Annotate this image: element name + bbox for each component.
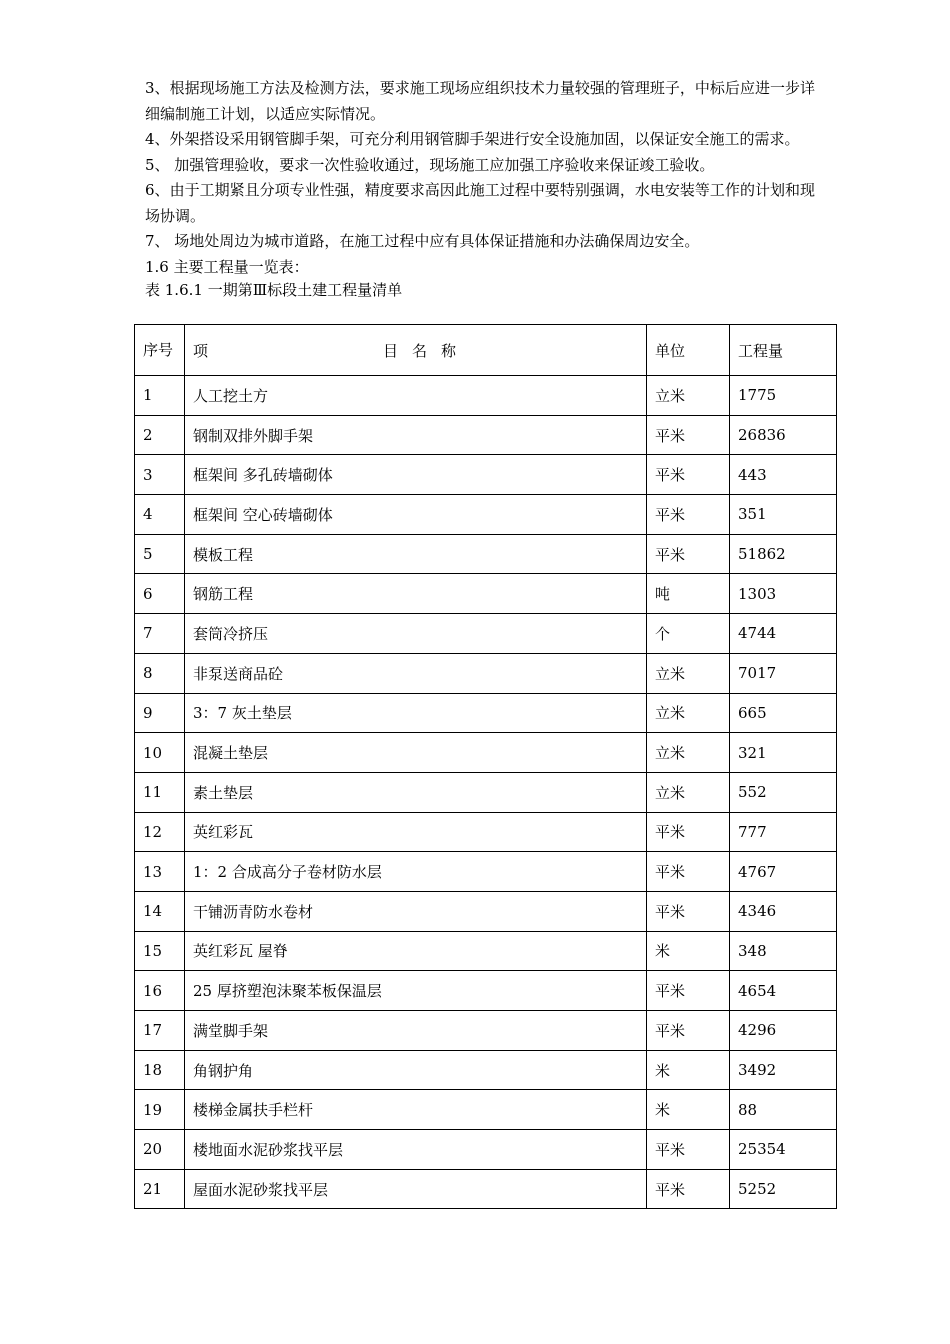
table-row	[135, 772, 837, 812]
table-row	[135, 812, 837, 852]
cell-unit: 米	[647, 1050, 730, 1090]
cell-unit: 立米	[647, 376, 730, 416]
cell-seq: 11	[135, 772, 185, 812]
cell-quantity: 4296	[730, 1011, 837, 1051]
header-seq: 序号	[135, 325, 185, 376]
cell-seq: 12	[135, 812, 185, 852]
table-row	[135, 852, 837, 892]
table-row	[135, 733, 837, 773]
cell-unit: 立米	[647, 693, 730, 733]
header-name-part2: 目名称	[383, 341, 471, 360]
table-header-row	[135, 325, 837, 376]
cell-quantity: 4744	[730, 614, 837, 654]
cell-item-name: 框架间 多孔砖墙砌体	[185, 455, 647, 495]
cell-item-name: 混凝土垫层	[185, 733, 647, 773]
table-row	[135, 971, 837, 1011]
quantity-table	[134, 324, 837, 1209]
cell-item-name: 角钢护角	[185, 1050, 647, 1090]
table-row	[135, 693, 837, 733]
cell-item-name: 素土垫层	[185, 772, 647, 812]
cell-unit: 平米	[647, 1130, 730, 1170]
cell-item-name: 3：7 灰土垫层	[185, 693, 647, 733]
cell-unit: 个	[647, 614, 730, 654]
cell-item-name: 钢筋工程	[185, 574, 647, 614]
table-row	[135, 415, 837, 455]
cell-quantity: 552	[730, 772, 837, 812]
table-row	[135, 891, 837, 931]
cell-quantity: 3492	[730, 1050, 837, 1090]
cell-item-name: 满堂脚手架	[185, 1011, 647, 1051]
cell-seq: 19	[135, 1090, 185, 1130]
cell-item-name: 钢制双排外脚手架	[185, 415, 647, 455]
table-row	[135, 376, 837, 416]
table-row	[135, 1011, 837, 1051]
cell-seq: 21	[135, 1169, 185, 1209]
cell-quantity: 4346	[730, 891, 837, 931]
cell-quantity: 88	[730, 1090, 837, 1130]
cell-seq: 17	[135, 1011, 185, 1051]
cell-seq: 14	[135, 891, 185, 931]
cell-seq: 15	[135, 931, 185, 971]
cell-item-name: 框架间 空心砖墙砌体	[185, 495, 647, 535]
header-name-part1: 项	[193, 341, 209, 360]
paragraph-3: 3、根据现场施工方法及检测方法，要求施工现场应组织技术力量较强的管理班子，中标后应进一步详细编制施工计划，以适应实际情况。	[145, 79, 815, 123]
cell-item-name: 1：2 合成高分子卷材防水层	[185, 852, 647, 892]
table-row	[135, 455, 837, 495]
cell-unit: 吨	[647, 574, 730, 614]
cell-unit: 平米	[647, 812, 730, 852]
cell-unit: 平米	[647, 971, 730, 1011]
cell-seq: 2	[135, 415, 185, 455]
cell-seq: 20	[135, 1130, 185, 1170]
table-row	[135, 1090, 837, 1130]
cell-quantity: 7017	[730, 653, 837, 693]
document-body	[145, 76, 815, 301]
cell-seq: 18	[135, 1050, 185, 1090]
table-caption: 表 1.6.1 一期第Ⅲ标段土建工程量清单	[145, 280, 403, 299]
paragraph-4: 4、外架搭设采用钢管脚手架，可充分利用钢管脚手架进行安全设施加固，以保证安全施工的需求。	[145, 130, 800, 148]
cell-quantity: 777	[730, 812, 837, 852]
cell-seq: 13	[135, 852, 185, 892]
header-name	[185, 325, 647, 376]
header-quantity: 工程量	[730, 325, 837, 376]
cell-seq: 3	[135, 455, 185, 495]
cell-seq: 4	[135, 495, 185, 535]
paragraph-6: 6、由于工期紧且分项专业性强，精度要求高因此施工过程中要特别强调，水电安装等工作的计划和现场协调。	[145, 181, 815, 225]
cell-item-name: 人工挖土方	[185, 376, 647, 416]
cell-quantity: 4767	[730, 852, 837, 892]
cell-item-name: 25 厚挤塑泡沫聚苯板保温层	[185, 971, 647, 1011]
cell-quantity: 4654	[730, 971, 837, 1011]
cell-quantity: 351	[730, 495, 837, 535]
cell-seq: 6	[135, 574, 185, 614]
cell-quantity: 5252	[730, 1169, 837, 1209]
table-row	[135, 534, 837, 574]
cell-seq: 8	[135, 653, 185, 693]
cell-unit: 平米	[647, 891, 730, 931]
cell-seq: 16	[135, 971, 185, 1011]
cell-unit: 平米	[647, 534, 730, 574]
table-row	[135, 574, 837, 614]
cell-unit: 米	[647, 1090, 730, 1130]
cell-seq: 9	[135, 693, 185, 733]
table-row	[135, 495, 837, 535]
paragraph-7: 7、 场地处周边为城市道路，在施工过程中应有具体保证措施和办法确保周边安全。	[145, 232, 700, 250]
cell-unit: 平米	[647, 1011, 730, 1051]
table-row	[135, 614, 837, 654]
cell-quantity: 665	[730, 693, 837, 733]
cell-unit: 米	[647, 931, 730, 971]
cell-quantity: 443	[730, 455, 837, 495]
cell-unit: 立米	[647, 653, 730, 693]
cell-unit: 平米	[647, 1169, 730, 1209]
cell-seq: 7	[135, 614, 185, 654]
cell-item-name: 楼地面水泥砂浆找平层	[185, 1130, 647, 1170]
cell-item-name: 模板工程	[185, 534, 647, 574]
cell-item-name: 楼梯金属扶手栏杆	[185, 1090, 647, 1130]
cell-quantity: 51862	[730, 534, 837, 574]
cell-unit: 平米	[647, 455, 730, 495]
cell-quantity: 1303	[730, 574, 837, 614]
cell-unit: 平米	[647, 852, 730, 892]
cell-unit: 立米	[647, 733, 730, 773]
cell-unit: 平米	[647, 495, 730, 535]
cell-item-name: 干铺沥青防水卷材	[185, 891, 647, 931]
table-row	[135, 1169, 837, 1209]
table-row	[135, 931, 837, 971]
cell-item-name: 英红彩瓦	[185, 812, 647, 852]
cell-quantity: 25354	[730, 1130, 837, 1170]
cell-unit: 平米	[647, 415, 730, 455]
cell-item-name: 套筒冷挤压	[185, 614, 647, 654]
paragraph-5: 5、 加强管理验收，要求一次性验收通过，现场施工应加强工序验收来保证竣工验收。	[145, 155, 715, 174]
table-body	[135, 376, 837, 1209]
cell-unit: 立米	[647, 772, 730, 812]
cell-quantity: 321	[730, 733, 837, 773]
header-unit: 单位	[647, 325, 730, 376]
cell-seq: 1	[135, 376, 185, 416]
cell-item-name: 英红彩瓦 屋脊	[185, 931, 647, 971]
table-row	[135, 653, 837, 693]
cell-seq: 5	[135, 534, 185, 574]
cell-quantity: 348	[730, 931, 837, 971]
quantity-table-wrapper	[134, 324, 837, 1209]
cell-item-name: 非泵送商品砼	[185, 653, 647, 693]
table-row	[135, 1130, 837, 1170]
table-row	[135, 1050, 837, 1090]
cell-seq: 10	[135, 733, 185, 773]
cell-quantity: 1775	[730, 376, 837, 416]
cell-item-name: 屋面水泥砂浆找平层	[185, 1169, 647, 1209]
section-heading: 1.6 主要工程量一览表：	[145, 257, 309, 276]
cell-quantity: 26836	[730, 415, 837, 455]
